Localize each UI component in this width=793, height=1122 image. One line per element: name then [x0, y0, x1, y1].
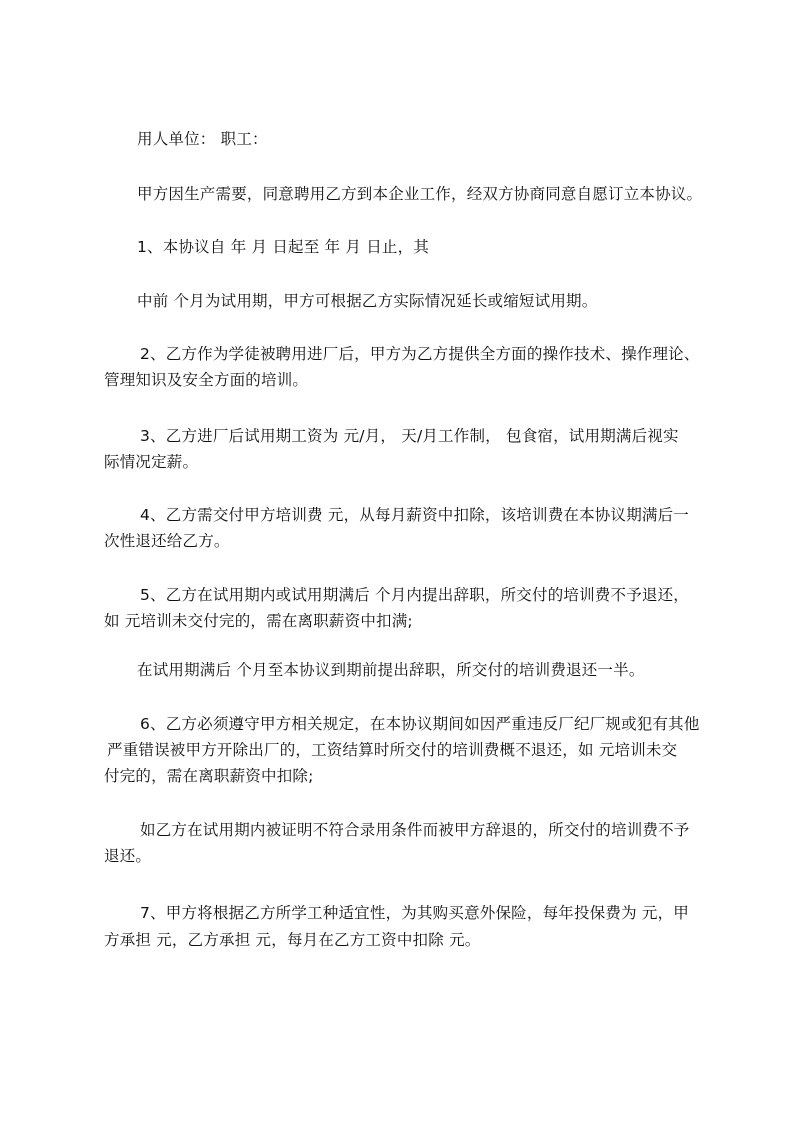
clause-5-sub: 在试用期满后 个月至本协议到期前提出辞职，所交付的培训费退还一半。 — [137, 661, 645, 679]
clause-3-line-2: 际情况定薪。 — [104, 453, 199, 471]
clause-4-line-2: 次性退还给乙方。 — [104, 532, 230, 550]
clause-6-sub-line-2: 退还。 — [104, 847, 152, 865]
clause-4-line-1: 4、乙方需交付甲方培训费 元，从每月薪资中扣除，该培训费在本协议期满后一 — [140, 506, 689, 524]
clause-2-line-2: 管理知识及安全方面的培训。 — [104, 371, 309, 389]
clause-3-line-1: 3、乙方进厂后试用期工资为 元/月， 天/月工作制， 包食宿，试用期满后视实 — [140, 427, 679, 445]
clause-7-line-1: 7、甲方将根据乙方所学工种适宜性，为其购买意外保险，每年投保费为 元，甲 — [140, 904, 689, 922]
clause-5-line-1: 5、乙方在试用期内或试用期满后 个月内提出辞职，所交付的培训费不予退还， — [140, 586, 689, 604]
clause-6-sub-line-1: 如乙方在试用期内被证明不符合录用条件而被甲方辞退的，所交付的培训费不予 — [140, 821, 690, 839]
clause-6-line-3: 付完的，需在离职薪资中扣除; — [104, 767, 314, 785]
clause-1-line-2: 中前 个月为试用期，甲方可根据乙方实际情况延长或缩短试用期。 — [137, 292, 598, 310]
intro-paragraph: 甲方因生产需要，同意聘用乙方到本企业工作，经双方协商同意自愿订立本协议。 — [137, 185, 703, 203]
employer-employee-header: 用人单位： 职工： — [137, 130, 268, 148]
clause-5-line-2: 如 元培训未交付完的，需在离职薪资中扣满; — [104, 612, 413, 630]
clause-6-line-2: 严重错误被甲方开除出厂的，工资结算时所交付的培训费概不退还，如 元培训未交 — [107, 741, 678, 759]
clause-6-line-1: 6、乙方必须遵守甲方相关规定，在本协议期间如因严重违反厂纪厂规或犯有其他 — [140, 715, 700, 733]
clause-7-line-2: 方承担 元，乙方承担 元，每月在乙方工资中扣除 元。 — [104, 931, 481, 949]
clause-1-line-1: 1、本协议自 年 月 日起至 年 月 日止，其 — [137, 238, 430, 256]
clause-2-line-1: 2、乙方作为学徒被聘用进厂后，甲方为乙方提供全方面的操作技术、操作理论、 — [140, 345, 700, 363]
